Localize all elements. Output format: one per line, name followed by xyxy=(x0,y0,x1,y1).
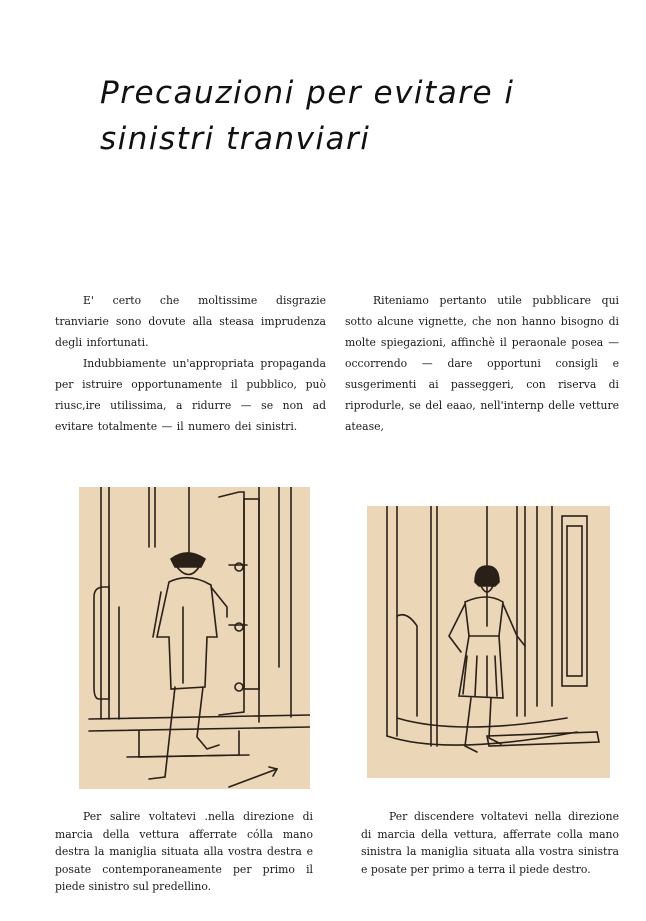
intro-paragraph: E' certo che moltissime disgrazie tranviarie sono dovute alla steasa imprudenza degli infortunati. xyxy=(55,294,326,349)
caption-text: Per salire voltatevi .nella direzione di marcia della vettura afferrate cólla mano destra la maniglia situata alla vostra destra e posate contemporaneamente per primo il piede sinistro sul predellino. xyxy=(55,810,313,893)
page-title xyxy=(100,70,600,162)
boarding-caption xyxy=(55,808,313,896)
intro-paragraph: Indubbiamente un'appropriata propaganda per istruire opportunamente il pubblico, può riusc,ire utilissima, a ridurre — se non ad evitare totalmente — il numero dei sinistri. xyxy=(55,357,326,433)
intro-paragraph: Riteniamo pertanto utile pubblicare qui sotto alcune vignette, che non hanno bisogno di molte spiegazioni, affinchè il peraonale posea — occorrendo — dare opportuni consigli e susgerimenti ai passeggeri, con riserva di riprodurle, se del eaao, nell'internp delle vetture atease, xyxy=(345,294,619,433)
boarding-illustration xyxy=(79,487,310,789)
descending-caption xyxy=(361,808,619,878)
title-line-2: sinistri tranviari xyxy=(100,121,371,157)
intro-left-column xyxy=(55,290,326,437)
title-line-1: Precauzioni per evitare i xyxy=(100,75,515,111)
descending-illustration xyxy=(367,506,610,778)
caption-text: Per discendere voltatevi nella direzione di marcia della vettura, afferrate colla mano sinistra la maniglia situata alla vostra sinistra e posate per primo a terra il piede destro. xyxy=(361,810,619,876)
intro-right-column xyxy=(345,290,619,437)
